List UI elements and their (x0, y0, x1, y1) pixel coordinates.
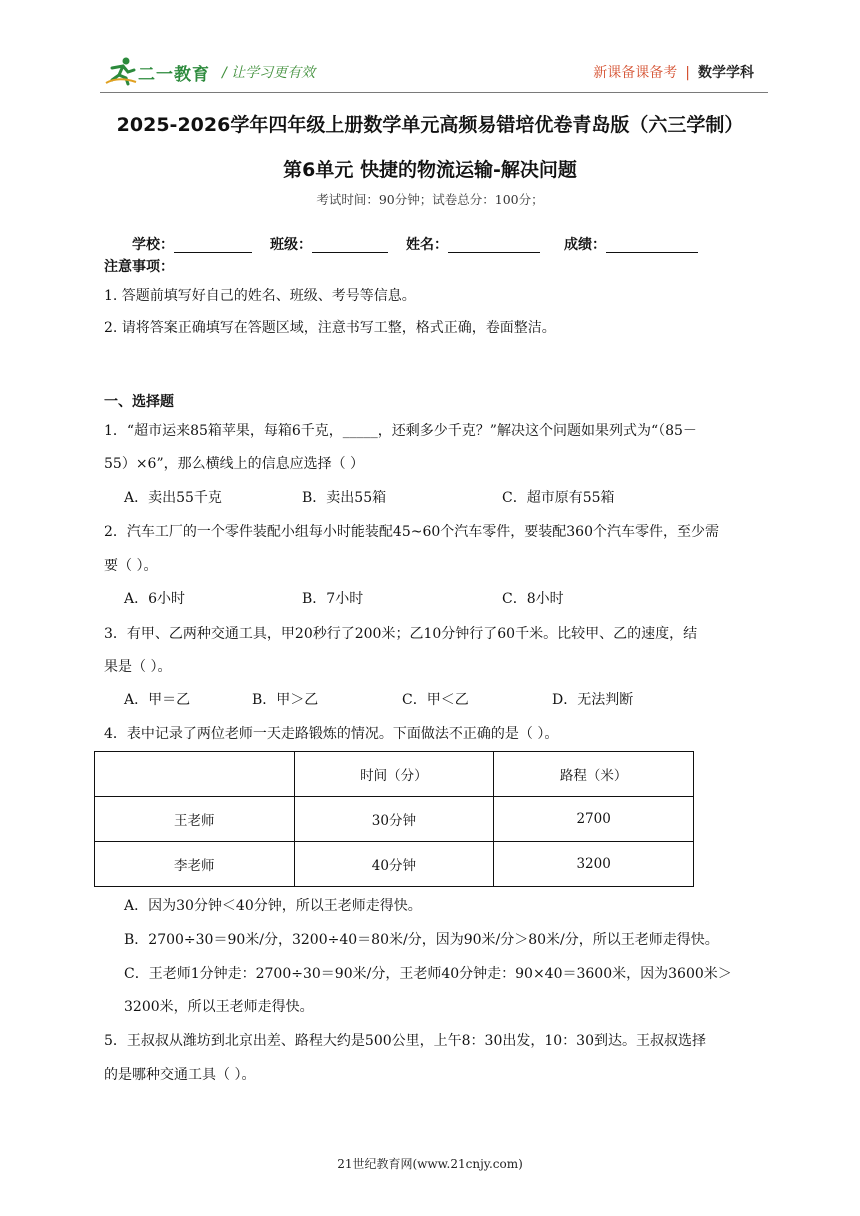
q1-line-2: 55）×6”，那么横线上的信息应选择（ ） (104, 456, 365, 472)
table-row (95, 842, 694, 887)
score-field (564, 234, 698, 254)
name-blank[interactable] (448, 236, 540, 253)
score-label: 成绩： (564, 237, 606, 253)
q3-option-b[interactable]: B．甲＞乙 (252, 692, 319, 708)
table-cell: 2700 (494, 797, 694, 842)
unit-title: 第6单元 快捷的物流运输-解决问题 (283, 159, 577, 181)
q4-option-b[interactable]: B．2700÷30＝90米/分，3200÷40＝80米/分，因为90米/分＞80米/分，所以王老师走得快。 (124, 932, 719, 948)
q1-option-c[interactable]: C．超市原有55箱 (502, 490, 615, 506)
q1-line-1: 1．“超市运来85箱苹果，每箱6千克，_____，还剩多少千克？”解决这个问题如果列式为“（85－ (104, 423, 697, 439)
q2-line-2: 要（ ）。 (104, 558, 158, 574)
q4-option-c[interactable]: C．王老师1分钟走：2700÷30＝90米/分，王老师40分钟走：90×40＝3600米，因为3600米＞ (124, 966, 732, 982)
brand-separator: | (685, 65, 690, 81)
brand-left: 新课备课备考 (593, 65, 678, 81)
q3-line-2: 果是（ ）。 (104, 659, 172, 675)
walking-table (94, 751, 694, 887)
table-header-cell (95, 752, 295, 797)
paper-title: 2025-2026学年四年级上册数学单元高频易错培优卷青岛版（六三学制） (116, 114, 744, 136)
table-cell: 3200 (494, 842, 694, 887)
class-field (270, 234, 388, 254)
table-header-row (95, 752, 694, 797)
name-label: 姓名： (406, 237, 448, 253)
table-row (95, 797, 694, 842)
logo-text: 二一教育 (138, 65, 210, 85)
q2-option-b[interactable]: B．7小时 (302, 591, 364, 607)
note-item-2: 2. 请将答案正确填写在答题区域，注意书写工整，格式正确，卷面整洁。 (104, 320, 556, 336)
slogan: / 让学习更有效 (222, 65, 316, 81)
page-footer: 21世纪教育网(www.21cnjy.com) (337, 1157, 523, 1171)
table-cell: 40分钟 (294, 842, 494, 887)
q3-option-a[interactable]: A．甲＝乙 (124, 692, 191, 708)
header-divider (100, 92, 768, 93)
q2-line-1: 2．汽车工厂的一个零件装配小组每小时能装配45~60个汽车零件，要装配360个汽车零件，至少需 (104, 524, 719, 540)
score-blank[interactable] (606, 236, 698, 253)
exam-info: 考试时间：90分钟；试卷总分：100分； (316, 192, 544, 207)
name-field (406, 234, 540, 254)
school-blank[interactable] (174, 236, 252, 253)
brand-tagline (593, 62, 754, 82)
q4-line-1: 4．表中记录了两位老师一天走路锻炼的情况。下面做法不正确的是（ ）。 (104, 726, 559, 742)
table-cell: 30分钟 (294, 797, 494, 842)
note-item-1: 1. 答题前填写好自己的姓名、班级、考号等信息。 (104, 288, 416, 304)
q5-line-1: 5．王叔叔从潍坊到北京出差、路程大约是500公里，上午8：30出发，10：30到达。王叔叔选择 (104, 1033, 706, 1049)
q3-line-1: 3．有甲、乙两种交通工具，甲20秒行了200米；乙10分钟行了60千米。比较甲、乙的速度，结 (104, 626, 698, 642)
school-field (132, 234, 252, 254)
table-cell: 李老师 (95, 842, 295, 887)
class-blank[interactable] (312, 236, 388, 253)
q2-option-c[interactable]: C．8小时 (502, 591, 564, 607)
q1-option-b[interactable]: B．卖出55箱 (302, 490, 387, 506)
q1-option-a[interactable]: A．卖出55千克 (124, 490, 222, 506)
q3-option-c[interactable]: C．甲＜乙 (402, 692, 469, 708)
q3-option-d[interactable]: D．无法判断 (552, 692, 634, 708)
logo (104, 56, 214, 86)
table-header-cell: 路程（米） (494, 752, 694, 797)
table-cell: 王老师 (95, 797, 295, 842)
q4-option-c-continued: 3200米，所以王老师走得快。 (124, 999, 314, 1015)
class-label: 班级： (270, 237, 312, 253)
table-header-cell: 时间（分） (294, 752, 494, 797)
school-label: 学校： (132, 237, 174, 253)
notes-heading: 注意事项： (104, 259, 174, 275)
q5-line-2: 的是哪种交通工具（ ）。 (104, 1067, 256, 1083)
section-heading: 一、选择题 (104, 394, 174, 410)
q2-option-a[interactable]: A．6小时 (124, 591, 186, 607)
q4-option-a[interactable]: A．因为30分钟＜40分钟，所以王老师走得快。 (124, 898, 422, 914)
runner-logo-icon (104, 56, 138, 86)
brand-subject: 数学学科 (698, 65, 754, 81)
